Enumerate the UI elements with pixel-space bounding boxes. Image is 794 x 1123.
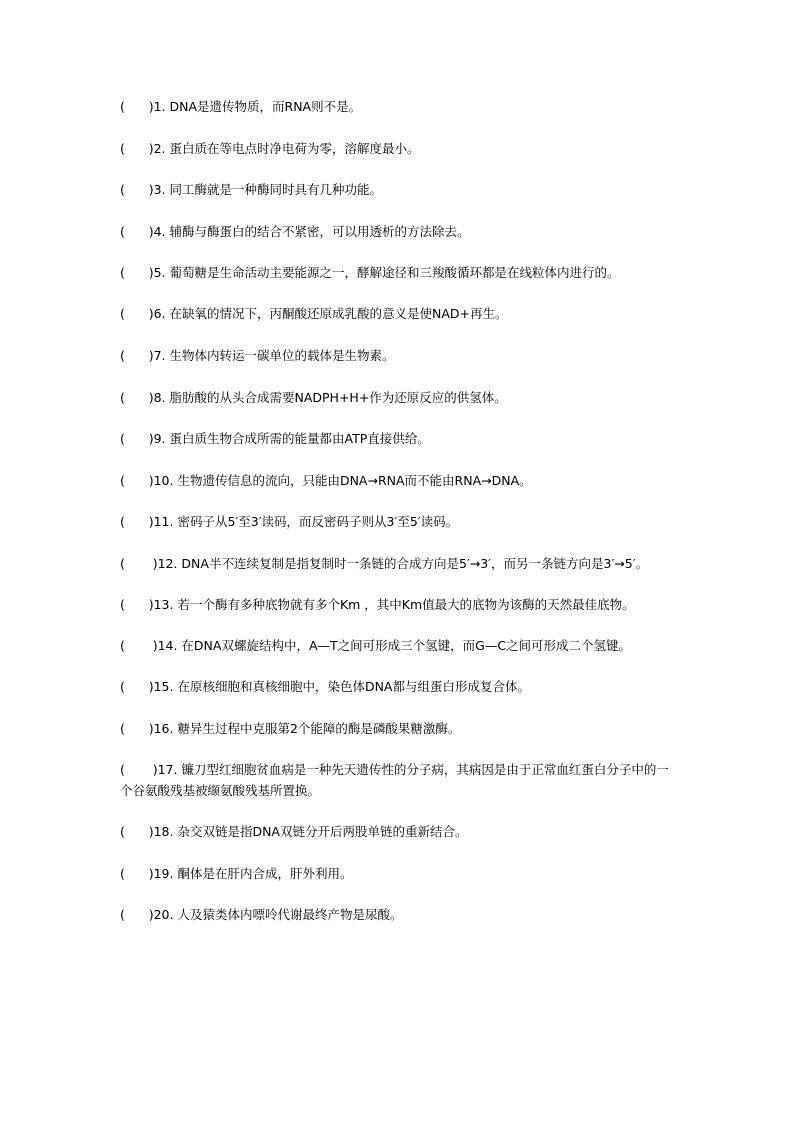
question-item [120,96,676,117]
question-item [120,221,676,242]
question-text: 1. DNA是遗传物质，而RNA则不是。 [153,99,362,114]
answer-blank: ( ) [120,306,154,322]
question-text: 13. 若一个酶有多种底物就有多个Km ，其中Km值最大的底物为该酶的天然最佳底物。 [153,596,635,612]
question-item [120,303,676,324]
answer-blank: ( ) [120,140,154,156]
question-item [120,387,676,408]
question-text: 4. 辅酶与酶蛋白的结合不紧密，可以用透析的方法除去。 [153,223,470,239]
question-item [120,718,676,739]
question-text: 15. 在原核细胞和真核细胞中，染色体DNA都与组蛋白形成复合体。 [153,678,530,694]
question-item [120,138,676,159]
question-item [120,821,676,842]
answer-blank: ( ) [120,865,154,881]
answer-blank: ( ) [120,99,154,114]
answer-blank: ( ) [120,555,158,571]
question-text: 8. 脂肪酸的从头合成需要NADPH+H+作为还原反应的供氢体。 [153,389,507,405]
question-item [120,428,676,449]
answer-blank: ( ) [120,514,154,530]
question-item [120,553,676,574]
question-item [120,759,676,801]
true-false-question-list [120,96,676,946]
answer-blank: ( ) [120,389,154,405]
answer-blank: ( ) [120,596,154,612]
question-item [120,676,676,697]
question-text: 12. DNA半不连续复制是指复制时一条链的合成方向是5′→3′，而另一条链方向是3′→5′。 [157,555,649,571]
answer-blank: ( ) [120,907,154,923]
question-text: 18. 杂交双链是指DNA双链分开后两股单链的重新结合。 [153,824,468,840]
question-text: 6. 在缺氧的情况下，丙酮酸还原成乳酸的意义是使NAD+再生。 [153,306,508,322]
answer-blank: ( ) [120,431,154,447]
question-text: 20. 人及猿类体内嘌呤代谢最终产物是尿酸。 [153,907,403,923]
question-text: 11. 密码子从5′至3′读码，而反密码子则从3′至5′读码。 [153,514,459,530]
question-item [120,511,676,532]
question-item [120,594,676,615]
question-text: 3. 同工酶就是一种酶同时具有几种功能。 [153,182,382,198]
question-item [120,863,676,884]
answer-blank: ( ) [120,824,154,840]
question-text: 17. 镰刀型红细胞贫血病是一种先天遗传性的分子病，其病因是由于正常血红蛋白分子中的一个谷氨酸残基被缬氨酸残基所置换。 [120,762,669,799]
question-item [120,470,676,491]
question-text: 14. 在DNA双螺旋结构中，A—T之间可形成三个氢键，而G—C之间可形成二个氢键。 [157,637,632,653]
question-text: 10. 生物遗传信息的流向，只能由DNA→RNA而不能由RNA→DNA。 [153,472,532,488]
question-text: 7. 生物体内转运一碳单位的载体是生物素。 [153,347,395,363]
answer-blank: ( ) [120,637,158,653]
question-text: 19. 酮体是在肝内合成，肝外利用。 [153,865,353,881]
answer-blank: ( ) [120,265,154,281]
question-item [120,635,676,656]
question-text: 16. 糖异生过程中克服第2个能障的酶是磷酸果糖激酶。 [153,720,461,736]
answer-blank: ( ) [120,182,154,198]
question-text: 9. 蛋白质生物合成所需的能量都由ATP直接供给。 [153,431,430,447]
answer-blank: ( ) [120,720,154,736]
question-item [120,262,676,283]
question-item [120,904,676,925]
answer-blank: ( ) [120,223,154,239]
question-text: 5. 葡萄糖是生命活动主要能源之一，酵解途径和三羧酸循环都是在线粒体内进行的。 [153,265,620,281]
question-item [120,179,676,200]
answer-blank: ( ) [120,678,154,694]
answer-blank: ( ) [120,472,154,488]
question-text: 2. 蛋白质在等电点时净电荷为零，溶解度最小。 [153,140,420,156]
question-item [120,345,676,366]
answer-blank: ( ) [120,762,158,778]
answer-blank: ( ) [120,347,154,363]
